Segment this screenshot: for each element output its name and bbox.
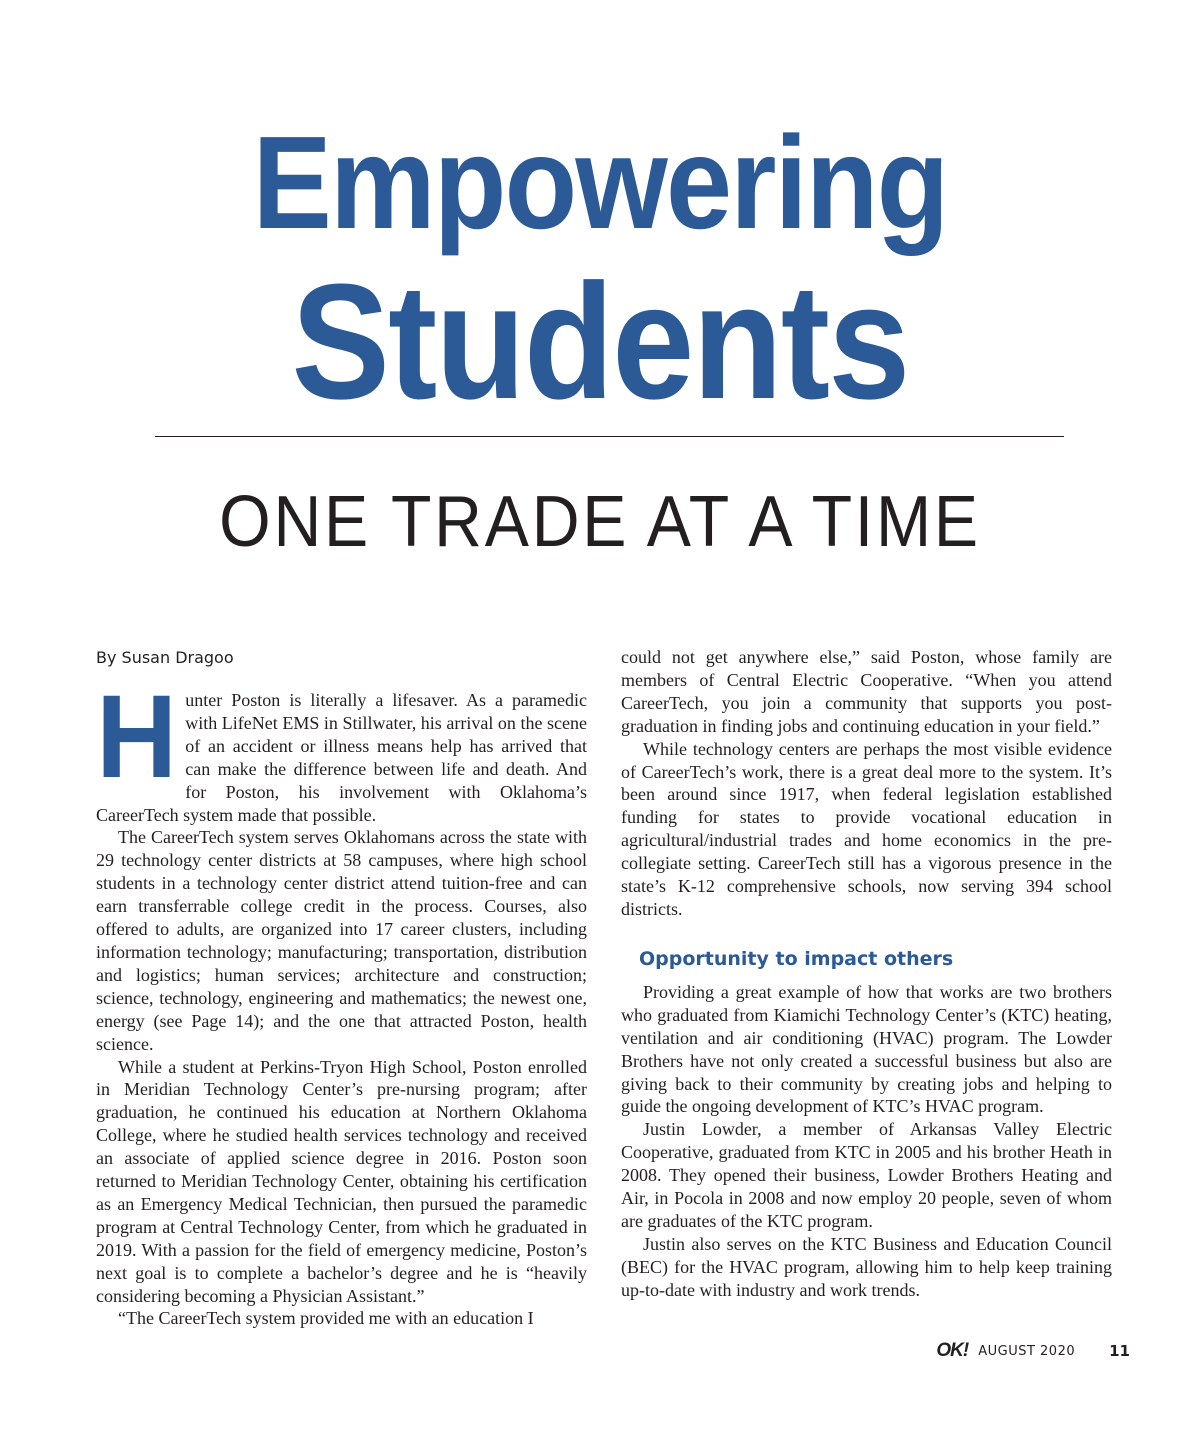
article-paragraph: Justin also serves on the KTC Business and Education Council (BEC) for the HVAC program, allowing him to help keep training up-to-date with industry and work trends. (621, 1233, 1112, 1300)
article-paragraph: While technology centers are perhaps the most visible evidence of CareerTech’s work, there is a great deal more to the system. It’s been around since 1917, when federal legislation established funding for states to provide vocational education in agricultural/industrial trades and home economics in the pre-collegiate setting. CareerTech still has a vigorous presence in the state’s K-12 comprehensive schools, now serving 394 school districts. (621, 738, 1112, 919)
article-paragraph: While a student at Perkins-Tryon High School, Poston enrolled in Meridian Technology Center’s pre-nursing program; after graduation, he continued his education at Northern Oklahoma College, where he studied health services technology and received an associate of applied science degree in 2016. Poston soon returned to Meridian Technology Center, obtaining his certification as an Emergency Medical Technician, then pursued the paramedic program at Central Technology Center, from which he graduated in 2019. With a passion for the field of emergency medicine, Poston’s next goal is to complete a bachelor’s degree and he is “heavily considering becoming a Physician Assistant.” (96, 1056, 587, 1306)
section-heading: Opportunity to impact others (639, 947, 954, 970)
article-paragraph: The CareerTech system serves Oklahomans across the state with 29 technology center districts at 58 campuses, where high school students in a technology center district attend tuition-free and can earn transferrable college credit in the process. Courses, also offered to adults, are organized into 17 career clusters, including information technology; manufacturing; transportation, distribution and logistics; human services; architecture and construction; science, technology, engineering and mathematics; the newest one, energy (see Page 14); and the one that attracted Poston, health science. (96, 827, 587, 1054)
article-paragraph: Providing a great example of how that works are two brothers who graduated from Kiamichi Technology Center’s (KTC) heating, ventilation and air conditioning (HVAC) program. The Lowder Brothers have not only created a successful business but also are giving back to their community by creating jobs and helping to guide the ongoing development of KTC’s HVAC program. (621, 981, 1112, 1117)
article-column-left (96, 671, 587, 1330)
page-footer (936, 1340, 1130, 1362)
magazine-logo: OK! (936, 1340, 969, 1361)
article-paragraph: could not get anywhere else,” said Poston, whose family are members of Central Electric Cooperative. “When you attend CareerTech, you join a community that supports you post-graduation in finding jobs and continuing education in your field.” (621, 647, 1112, 736)
headline-line-2: Students (291, 250, 909, 433)
issue-date: AUGUST 2020 (978, 1343, 1076, 1359)
subheadline: ONE TRADE AT A TIME (219, 482, 981, 562)
drop-cap: H (96, 671, 178, 803)
byline: By Susan Dragoo (96, 648, 234, 667)
paragraph-text: unter Poston is literally a lifesaver. As a paramedic with LifeNet EMS in Stillwater, his arrival on the scene of an accident or illness means help has arrived that can make the difference between life and death. And for Poston, his involvement with Oklahoma’s CareerTech system made that possible. (96, 690, 587, 825)
article-paragraph: Justin Lowder, a member of Arkansas Valley Electric Cooperative, graduated from KTC in 2005 and his brother Heath in 2008. They opened their business, Lowder Brothers Heating and Air, in Pocola in 2008 and now employ 20 people, seven of whom are graduates of the KTC program. (621, 1119, 1112, 1231)
headline-divider (155, 436, 1064, 437)
page-number: 11 (1109, 1342, 1130, 1360)
article-column-right (621, 646, 1112, 1302)
article-paragraph: “The CareerTech system provided me with an education I (118, 1308, 534, 1329)
article-paragraph (96, 671, 587, 826)
headline-line-1: Empowering (252, 109, 948, 256)
